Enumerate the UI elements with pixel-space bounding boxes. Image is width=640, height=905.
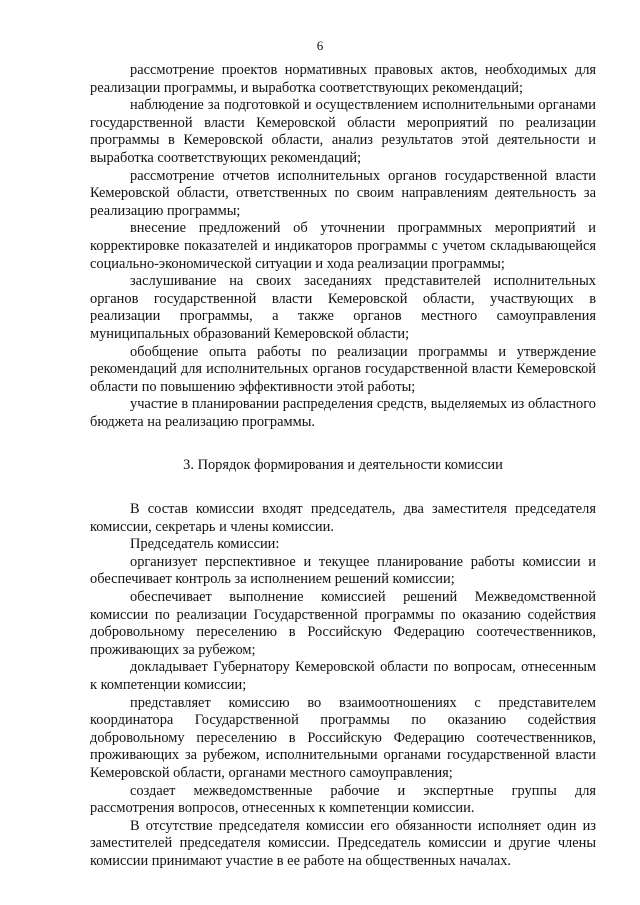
paragraph: организует перспективное и текущее планирование работы комиссии и обеспечивает контроль за исполнением решений комиссии; <box>90 553 596 588</box>
paragraph: наблюдение за подготовкой и осуществлением исполнительными органами государственной власти Кемеровской области мероприятий по реализации программы в Кемеровской области, анализ результатов этой деятельности и выработка соответствующих рекомендаций; <box>90 97 596 166</box>
paragraph: рассмотрение отчетов исполнительных органов государственной власти Кемеровской области, ответственных по своим направлениям деятельность за реализацию программы; <box>90 167 596 219</box>
page-number: 6 <box>316 38 324 53</box>
paragraph: заслушивание на своих заседаниях представителей исполнительных органов государственной власти Кемеровской области, участвующих в реализации программы, а также органов местного самоуправления муниципальных образований Кемеровской области; <box>90 273 596 342</box>
paragraph: обобщение опыта работы по реализации программы и утверждение рекомендаций для исполнительных органов государственной власти Кемеровской области по повышению эффективности этой работы; <box>90 343 596 395</box>
paragraph: внесение предложений об уточнении программных мероприятий и корректировке показателей и индикаторов программы с учетом складывающейся социально-экономической ситуации и хода реализации программы; <box>90 220 596 272</box>
paragraph: В отсутствие председателя комиссии его обязанности исполняет один из заместителей председателя комиссии. Председатель комиссии и другие члены комиссии принимают участие в ее работе на общественных началах. <box>90 817 596 869</box>
paragraph: создает межведомственные рабочие и экспертные группы для рассмотрения вопросов, отнесенных к компетенции комиссии. <box>90 782 596 817</box>
paragraph: обеспечивает выполнение комиссией решений Межведомственной комиссии по реализации Государственной программы по оказанию содействия добровольному переселению в Российскую Федерацию соотечественников, проживающих за рубежом; <box>90 589 596 658</box>
paragraph: рассмотрение проектов нормативных правовых актов, необходимых для реализации программы, и выработка соответствующих рекомендаций; <box>90 62 596 96</box>
paragraph: представляет комиссию во взаимоотношениях с представителем координатора Государственной программы по оказанию содействия добровольному переселению в Российскую Федерацию соотечественников, проживающих за рубежом, исполнительными органами государственной власти Кемеровской области, органами местного самоуправления; <box>90 694 596 781</box>
paragraph: участие в планировании распределения средств, выделяемых из областного бюджета на реализацию программы. <box>90 396 596 430</box>
document-body <box>90 62 596 871</box>
paragraph: Председатель комиссии: <box>130 536 280 553</box>
paragraph: В состав комиссии входят председатель, два заместителя председателя комиссии, секретарь и члены комиссии. <box>90 501 596 535</box>
paragraph: докладывает Губернатору Кемеровской области по вопросам, отнесенным к компетенции комиссии; <box>90 659 596 693</box>
section-heading: 3. Порядок формирования и деятельности комиссии <box>183 457 503 474</box>
